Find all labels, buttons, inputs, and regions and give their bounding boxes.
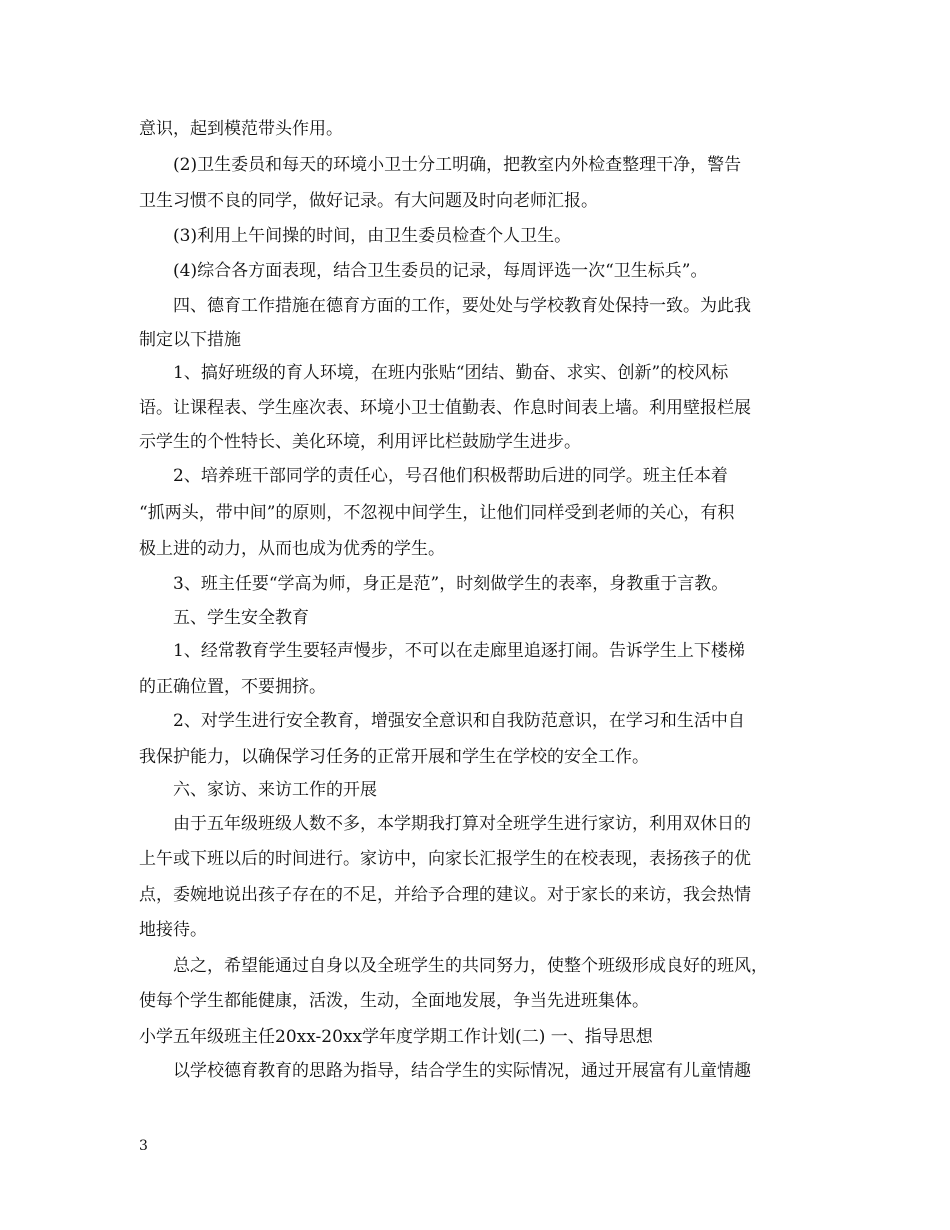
text-line: 六、家访、来访工作的开展 xyxy=(173,780,377,800)
text-line: 卫生习惯不良的同学，做好记录。有大问题及时向老师汇报。 xyxy=(139,191,598,211)
text-line: 2、培养班干部同学的责任心，号召他们积极帮助后进的同学。班主任本着 xyxy=(173,466,728,486)
text-line: 上午或下班以后的时间进行。家访中，向家长汇报学生的在校表现，表扬孩子的优 xyxy=(139,849,751,869)
text-line: 四、德育工作措施在德育方面的工作，要处处与学校教育处保持一致。为此我 xyxy=(173,296,751,316)
text-line: 1、搞好班级的育人环境，在班内张贴“团结、勤奋、求实、创新”的校风标 xyxy=(173,363,729,383)
text-line: “抓两头，带中间”的原则，不忽视中间学生，让他们同样受到老师的关心，有积 xyxy=(139,503,735,523)
text-line: 点，委婉地说出孩子存在的不足，并给予合理的建议。对于家长的来访，我会热情 xyxy=(139,885,751,905)
text-line: 3、班主任要“学高为师，身正是范”，时刻做学生的表率，身教重于言教。 xyxy=(173,574,729,594)
text-line: 意识，起到模范带头作用。 xyxy=(139,119,343,139)
text-line: (3)利用上午间操的时间，由卫生委员检查个人卫生。 xyxy=(173,226,572,246)
text-line: 五、学生安全教育 xyxy=(173,608,309,628)
text-line: 1、经常教育学生要轻声慢步，不可以在走廊里追逐打闹。告诉学生上下楼梯 xyxy=(173,641,745,661)
text-line: 使每个学生都能健康，活泼，生动，全面地发展，争当先进班集体。 xyxy=(139,991,649,1011)
text-line: 我保护能力，以确保学习任务的正常开展和学生在学校的安全工作。 xyxy=(139,747,649,767)
text-line: 制定以下措施 xyxy=(139,330,241,350)
text-line: 2、对学生进行安全教育，增强安全意识和自我防范意识，在学习和生活中自 xyxy=(173,711,745,731)
text-line: 小学五年级班主任20xx-20xx学年度学期工作计划(二) 一、指导思想 xyxy=(139,1027,653,1047)
text-line: 以学校德育教育的思路为指导，结合学生的实际情况，通过开展富有儿童情趣 xyxy=(173,1061,751,1081)
text-line: 总之，希望能通过自身以及全班学生的共同努力，使整个班级形成良好的班风， xyxy=(173,956,768,976)
text-line: 语。让课程表、学生座次表、环境小卫士值勤表、作息时间表上墙。利用壁报栏展 xyxy=(139,398,751,418)
page-number: 3 xyxy=(139,1138,148,1154)
text-line: 示学生的个性特长、美化环境，利用评比栏鼓励学生进步。 xyxy=(139,432,581,452)
text-line: 的正确位置，不要拥挤。 xyxy=(139,677,326,697)
text-line: 由于五年级班级人数不多，本学期我打算对全班学生进行家访，利用双休日的 xyxy=(173,814,751,834)
text-line: (2)卫生委员和每天的环境小卫士分工明确，把教室内外检查整理干净，警告 xyxy=(173,155,742,175)
text-line: 极上进的动力，从而也成为优秀的学生。 xyxy=(139,539,445,559)
text-line: (4)综合各方面表现，结合卫生委员的记录，每周评选一次“卫生标兵”。 xyxy=(173,261,708,281)
text-line: 地接待。 xyxy=(139,920,207,940)
